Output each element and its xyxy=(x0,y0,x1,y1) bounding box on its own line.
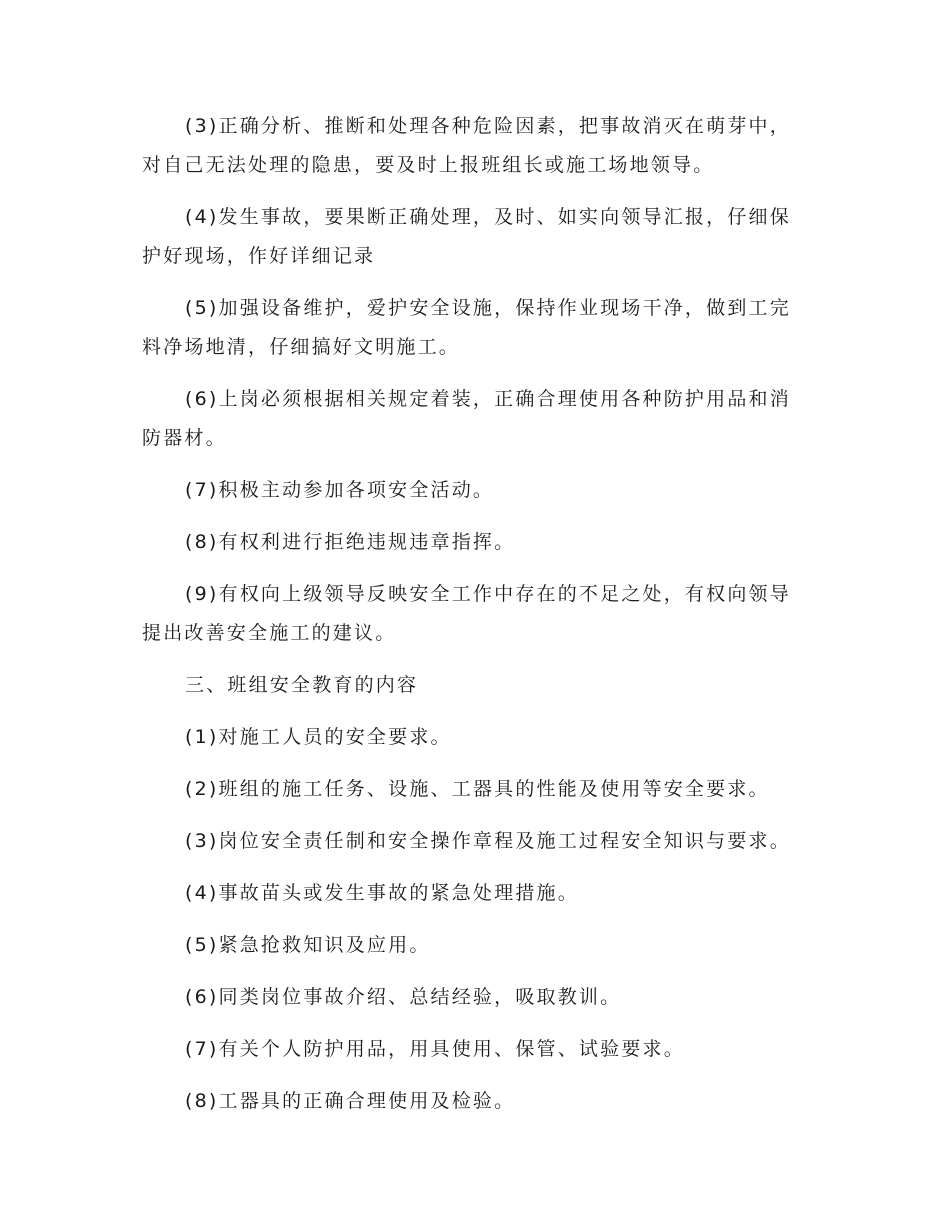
paragraph: (9)有权向上级领导反映安全工作中存在的不足之处，有权向领导提出改善安全施工的建议。 xyxy=(142,583,791,644)
paragraph: (7)有关个人防护用品，用具使用、保管、试验要求。 xyxy=(185,1038,685,1060)
paragraph: (5)紧急抢救知识及应用。 xyxy=(185,934,431,956)
paragraph: (6)同类岗位事故介绍、总结经验，吸取教训。 xyxy=(185,986,622,1008)
paragraph: (2)班组的施工任务、设施、工器具的性能及使用等安全要求。 xyxy=(185,778,770,800)
paragraph: (5)加强设备维护，爱护安全设施，保持作业现场干净，做到工完料净场地清，仔细搞好文明施工。 xyxy=(142,297,791,358)
paragraph: (4)事故苗头或发生事故的紧急处理措施。 xyxy=(185,882,579,904)
paragraph: (8)工器具的正确合理使用及检验。 xyxy=(185,1090,516,1112)
paragraph: (6)上岗必须根据相关规定着装，正确合理使用各种防护用品和消防器材。 xyxy=(142,388,791,449)
section-heading: 三、班组安全教育的内容 xyxy=(185,674,419,696)
paragraph: (4)发生事故，要果断正确处理，及时、如实向领导汇报，仔细保护好现场，作好详细记录 xyxy=(142,206,791,267)
paragraph: (7)积极主动参加各项安全活动。 xyxy=(185,479,495,501)
paragraph: (3)正确分析、推断和处理各种危险因素，把事故消灭在萌芽中，对自己无法处理的隐患，要及时上报班组长或施工场地领导。 xyxy=(142,115,791,176)
paragraph: (8)有权利进行拒绝违规违章指挥。 xyxy=(185,531,516,553)
paragraph: (1)对施工人员的安全要求。 xyxy=(185,726,452,748)
paragraph: (3)岗位安全责任制和安全操作章程及施工过程安全知识与要求。 xyxy=(185,830,791,852)
